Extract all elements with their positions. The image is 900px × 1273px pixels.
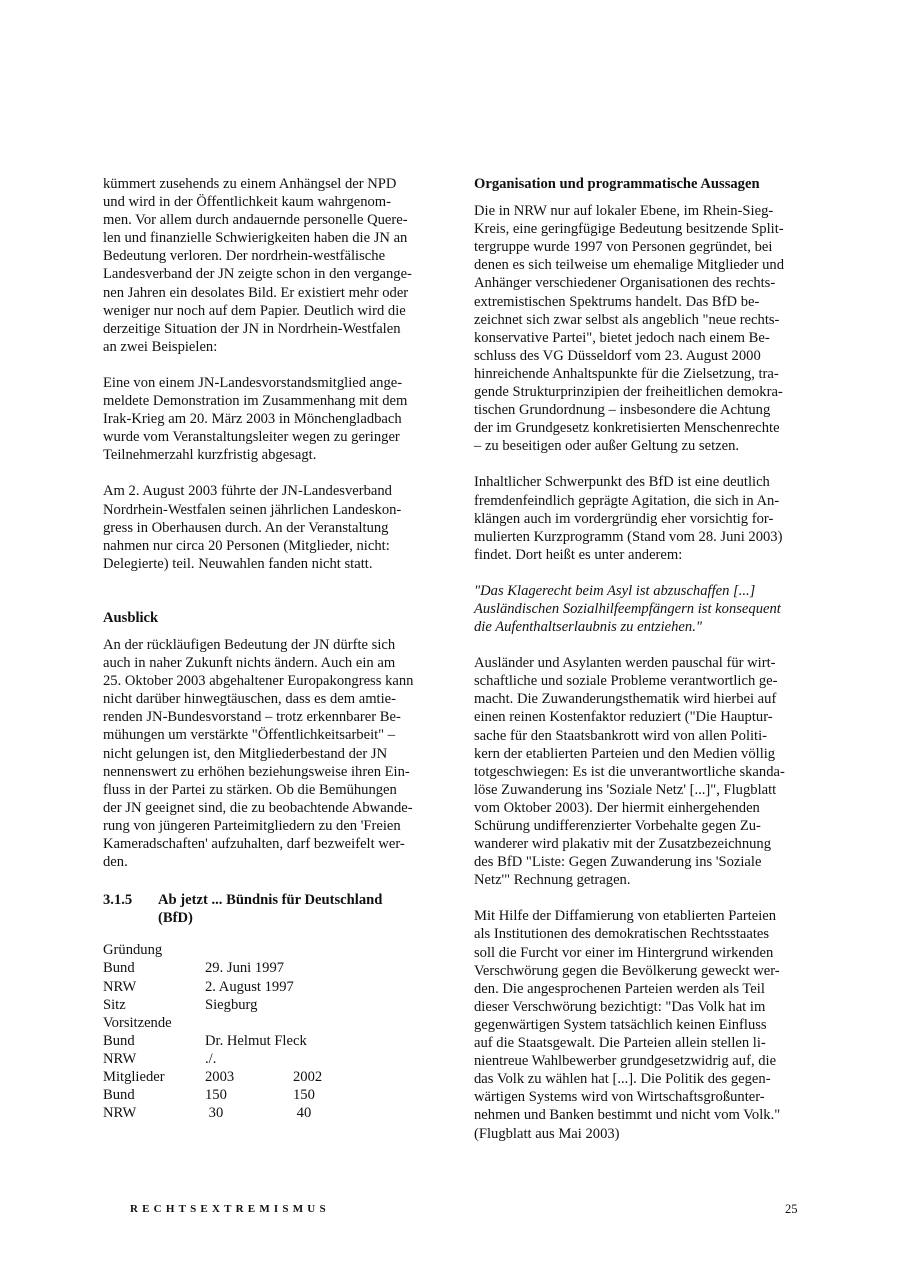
facts-row [103, 941, 433, 959]
text-line: das Volk zu wählen hat [...]. Die Politik des gegen- [474, 1071, 771, 1088]
text-line: gress in Oberhausen durch. An der Veranstaltung [103, 519, 389, 536]
text-line: konservative Partei", bietet jedoch nach einem Be- [474, 329, 770, 346]
facts-cell [205, 1014, 293, 1032]
spacer [103, 591, 433, 609]
facts-row [103, 978, 433, 996]
text-line: – zu beseitigen oder außer Geltung zu setzen. [474, 438, 740, 455]
text-line: weniger nur noch auf dem Papier. Deutlich wird die [103, 302, 406, 319]
paragraph-jn-decline [103, 175, 433, 356]
facts-cell [293, 959, 373, 977]
text-line: zeichnet sich zwar selbst als angeblich "neue rechts- [474, 311, 780, 328]
text-line: Ab jetzt ... Bündnis für Deutschland [158, 892, 383, 909]
facts-cell: Gründung [103, 942, 163, 959]
text-line: gegenwärtigen System tatsächlich keinen Einfluss [474, 1016, 767, 1033]
text-line: "Das Klagerecht beim Asyl ist abzuschaffen [...] [474, 582, 756, 599]
text-line: kümmert zusehends zu einem Anhängsel der NPD [103, 176, 397, 192]
facts-cell [293, 978, 373, 996]
text-line: nennenswert zu erhöhen beziehungsweise ihren Ein- [103, 763, 410, 780]
facts-row [103, 1086, 433, 1104]
text-line: an zwei Beispielen: [103, 338, 218, 355]
text-line: Nordrhein-Westfalen seinen jährlichen Landeskon- [103, 501, 402, 518]
text-line: fluss in der Partei zu stärken. Ob die Bemühungen [103, 781, 397, 798]
text-line: (Flugblatt aus Mai 2003) [474, 1125, 620, 1142]
text-line: derzeitige Situation der JN in Nordrhein-Westfalen [103, 320, 401, 337]
text-line: totgeschwiegen: Es ist die unverantwortliche skanda- [474, 763, 785, 780]
text-line: nahmen nur circa 20 Personen (Mitglieder, nicht: [103, 537, 390, 554]
text-line: einen reinen Kostenfaktor reduziert ("Die Hauptur- [474, 709, 773, 726]
facts-cell [293, 1014, 373, 1032]
text-line: kern der etablierten Parteien und den Medien völlig [474, 745, 776, 762]
text-line: fremdenfeindlich geprägte Agitation, die sich in An- [474, 492, 780, 509]
text-line: nicht darüber hinwegtäuschen, dass es dem amtie- [103, 691, 396, 708]
facts-row [103, 1068, 433, 1086]
text-line: die Aufenthaltserlaubnis zu entziehen." [474, 619, 702, 636]
text-line: Netz'" Rechnung getragen. [474, 872, 631, 889]
section-title [158, 891, 382, 927]
text-line: An der rückläufigen Bedeutung der JN dürfte sich [103, 636, 396, 653]
quote-kurzprogramm [474, 582, 796, 636]
text-line: sache für den Staatsbankrott wird von allen Politi- [474, 727, 768, 744]
text-line: den. Die angesprochenen Parteien werden als Teil [474, 980, 765, 997]
text-line: Die in NRW nur auf lokaler Ebene, im Rhein-Sieg- [474, 203, 774, 220]
text-line: nehmen und Banken bestimmt und nicht vom Volk." [474, 1107, 781, 1124]
text-line: und wird in der Öffentlichkeit kaum wahrgenom- [103, 194, 392, 211]
facts-cell: 2002 [293, 1069, 323, 1086]
text-line: wurde vom Veranstaltungsleiter wegen zu geringer [103, 429, 400, 446]
facts-cell [293, 941, 373, 959]
text-line: Kreis, eine geringfügige Bedeutung besitzende Split- [474, 221, 784, 238]
text-line: Ausländer und Asylanten werden pauschal für wirt- [474, 655, 776, 672]
text-line: der JN geeignet sind, die zu beobachtende Abwande- [103, 799, 413, 816]
facts-cell [293, 996, 373, 1014]
facts-cell: 2003 [205, 1069, 235, 1086]
facts-row [103, 996, 433, 1014]
heading-ausblick: Ausblick [103, 609, 159, 626]
facts-cell: 30 [205, 1105, 224, 1122]
text-line: Delegierte) teil. Neuwahlen fanden nicht statt. [103, 555, 373, 572]
text-line: Kameradschaften' aufzuhalten, darf bezweifelt wer- [103, 836, 405, 852]
facts-cell: NRW [103, 978, 137, 995]
text-line: Eine von einem JN-Landesvorstandsmitglied ange- [103, 374, 403, 391]
facts-cell: 2. August 1997 [205, 978, 294, 995]
text-line: rung von jüngeren Parteimitgliedern zu den 'Freien [103, 817, 401, 834]
facts-cell [293, 1032, 373, 1050]
text-line: des BfD "Liste: Gegen Zuwanderung ins 'Soziale [474, 854, 762, 871]
facts-cell: 29. Juni 1997 [205, 960, 285, 977]
text-line: Mit Hilfe der Diffamierung von etablierten Parteien [474, 908, 777, 925]
section-number: 3.1.5 [103, 892, 133, 909]
text-line: Inhaltlicher Schwerpunkt des BfD ist eine deutlich [474, 474, 770, 491]
section-heading [103, 891, 433, 927]
text-line: meldete Demonstration im Zusammenhang mit dem [103, 393, 408, 410]
facts-cell: Bund [103, 1087, 135, 1104]
facts-cell [205, 941, 293, 959]
text-line: men. Vor allem durch andauernde personelle Quere- [103, 212, 408, 229]
text-line: macht. Die Zuwanderungsthematik wird hierbei auf [474, 691, 777, 708]
text-line: Verschwörung gegen die Bevölkerung geweckt wer- [474, 962, 780, 979]
text-line: Am 2. August 2003 führte der JN-Landesverband [103, 483, 392, 500]
text-line: len und finanzielle Schwierigkeiten haben die JN an [103, 230, 408, 247]
right-column [474, 175, 796, 1161]
text-line: Ausländischen Sozialhilfeempfängern ist konsequent [474, 600, 781, 617]
text-line: Schürung undifferenzierter Vorbehalte gegen Zu- [474, 818, 761, 834]
text-line: hinreichende Anhaltspunkte für die Zielsetzung, tra- [474, 365, 779, 382]
text-line: dieser Verschwörung bezichtigt: "Das Volk hat im [474, 998, 766, 1015]
text-line: extremistischen Spektrums handelt. Das BfD be- [474, 293, 760, 310]
facts-cell: Sitz [103, 996, 126, 1013]
text-line: löse Zuwanderung ins 'Soziale Netz' [...]", Flugblatt [474, 781, 777, 798]
text-line: gende Strukturprinzipien der freiheitlichen demokra- [474, 384, 783, 401]
text-line: renden JN-Bundesvorstand – trotz erkennbarer Be- [103, 709, 401, 726]
text-line: auf die Staatsgewalt. Die Parteien allein stellen li- [474, 1035, 766, 1052]
page-number: 25 [785, 1202, 798, 1216]
paragraph-organisation [474, 202, 796, 455]
paragraph-demonstration [103, 374, 433, 464]
facts-row [103, 1104, 433, 1122]
text-line: Landesverband der JN zeigte schon in den vergange- [103, 266, 412, 283]
facts-cell: Bund [103, 960, 135, 977]
facts-row [103, 1014, 433, 1032]
facts-cell: 150 [293, 1087, 315, 1104]
facts-cell: 40 [293, 1105, 312, 1122]
paragraph-ausblick [103, 636, 433, 871]
left-column [103, 175, 433, 1122]
facts-cell: Mitglieder [103, 1069, 165, 1086]
facts-cell: ./. [205, 1050, 217, 1067]
text-line: nen Jahren ein desolates Bild. Er existiert mehr oder [103, 284, 409, 301]
paragraph-schwerpunkt [474, 473, 796, 563]
facts-cell: NRW [103, 1105, 137, 1122]
text-line: nicht gelungen ist, den Mitgliederbestand der JN [103, 745, 388, 762]
facts-cell: Dr. Helmut Fleck [205, 1032, 307, 1049]
footer-running-title: RECHTSEXTREMISMUS [130, 1203, 330, 1215]
text-line: den. [103, 854, 128, 871]
text-line: schluss des VG Düsseldorf vom 23. August 2000 [474, 347, 761, 364]
facts-cell: Vorsitzende [103, 1014, 172, 1031]
facts-row [103, 1050, 433, 1068]
text-line: (BfD) [158, 910, 193, 927]
facts-cell: 150 [205, 1087, 227, 1104]
text-line: mühungen um verstärkte "Öffentlichkeitsarbeit" – [103, 727, 396, 744]
facts-row [103, 1032, 433, 1050]
facts-cell: Bund [103, 1032, 135, 1049]
text-line: nientreue Wahlbewerber grundgesetzwidrig auf, die [474, 1053, 777, 1070]
text-line: mulierten Kurzprogramm (Stand vom 28. Juni 2003) [474, 528, 783, 545]
text-line: Anhänger verschiedener Organisationen des rechts- [474, 275, 776, 292]
facts-cell [293, 1050, 373, 1068]
heading-organisation: Organisation und programmatische Aussagen [474, 176, 760, 192]
text-line: Irak-Krieg am 20. März 2003 in Mönchengladbach [103, 411, 402, 428]
text-line: tischen Grundordnung – insbesondere die Achtung [474, 402, 771, 419]
text-line: Teilnehmerzahl kurzfristig abgesagt. [103, 447, 317, 464]
text-line: vom Oktober 2003). Der hiermit einhergehenden [474, 799, 760, 816]
text-line: tergruppe wurde 1997 von Personen gegründet, bei [474, 239, 773, 256]
text-line: klängen auch im vordergründig eher vorsichtig for- [474, 510, 774, 527]
text-line: 25. Oktober 2003 abgehaltener Europakongress kann [103, 673, 414, 690]
text-line: soll die Furcht vor einer im Hintergrund wirkenden [474, 944, 774, 961]
text-line: Bedeutung verloren. Der nordrhein-westfälische [103, 248, 386, 265]
text-line: als Institutionen des demokratischen Rechtsstaates [474, 926, 770, 943]
paragraph-diffamierung [474, 907, 796, 1142]
facts-table [103, 941, 433, 1122]
text-line: wanderer wird plakativ mit der Zusatzbezeichnung [474, 836, 772, 853]
text-line: denen es sich teilweise um ehemalige Mitglieder und [474, 257, 785, 274]
paragraph-auslaender [474, 654, 796, 889]
facts-cell: NRW [103, 1050, 137, 1067]
text-line: auch in naher Zukunft nichts ändern. Auch ein am [103, 655, 396, 672]
text-line: der im Grundgesetz konkretisierten Menschenrechte [474, 420, 780, 437]
facts-cell: Siegburg [205, 996, 258, 1013]
text-line: wärtigen Systems wird von Wirtschaftsgroßunter- [474, 1089, 765, 1106]
text-line: schaftliche und soziale Probleme verantwortlich ge- [474, 673, 778, 690]
paragraph-landeskongress [103, 482, 433, 572]
text-line: findet. Dort heißt es unter anderem: [474, 546, 683, 563]
facts-row [103, 959, 433, 977]
